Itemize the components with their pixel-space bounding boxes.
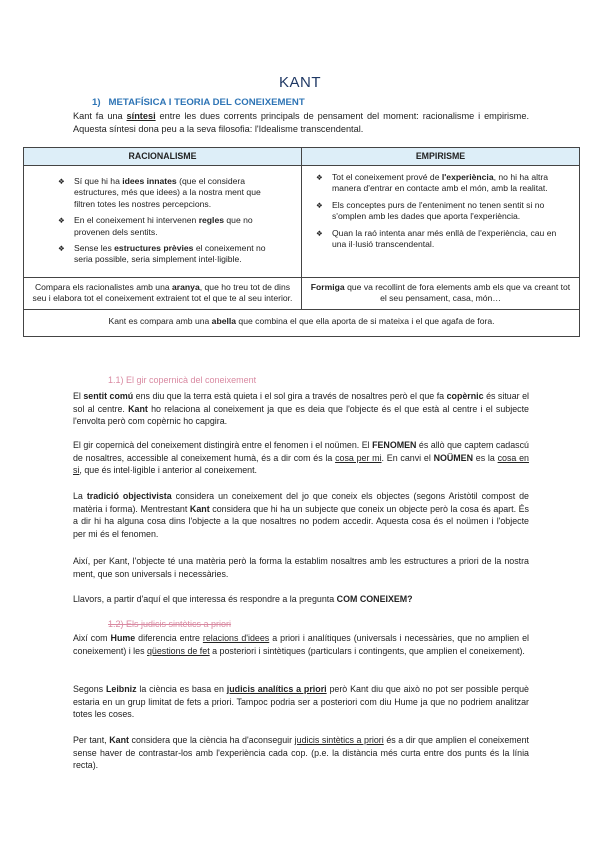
- subsection-heading: 1.2) Els judicis sintètics a priori: [108, 619, 232, 629]
- list-item: ❖ En el coneixement hi intervenen regles que no provenen dels sentits.: [48, 215, 273, 238]
- empirisme-cell: [302, 166, 580, 278]
- section-heading: 1) METAFÍSICA I TEORIA DEL CONEIXEMENT: [92, 97, 305, 108]
- paragraph: Per tant, Kant considera que la ciència ha d'aconseguir judicis sintètics a priori és a dir que amplien el coneixement sense haver de contrastar-los amb l'experiència cada cop. (p.e. la distància més curta entre dos punts és la línia recta).: [73, 735, 529, 771]
- list-item: ❖ Tot el coneixement prové de l'experiència, no hi ha altra manera d'entrar en contacte amb el món, amb la realitat.: [306, 172, 559, 195]
- paragraph: El gir copernicà del coneixement distingirà entre el fenomen i el noümen. El FENOMEN és allò que captem cadascú de nosaltres, accessible al coneixement humà, és a dir com és la cosa per mi. En canvi el NOÜMEN es la cosa en si, que és intel·ligible i anterior al coneixement.: [73, 440, 529, 476]
- empirisme-comparison: Formiga que va recollint de fora elements amb els que va creant tot el seu pensament, casa, món…: [302, 277, 580, 309]
- paragraph: Segons Leibniz la ciència es basa en judicis analítics a priori però Kant diu que això no pot ser possible perquè estaria en un grup limitat de fets a priori. Tampoc podria ser a posteriori com diu Hume ja que no podriem analitzar totes les coses.: [73, 684, 529, 720]
- racionalisme-comparison: Compara els racionalistes amb una aranya, que ho treu tot de dins seu i elabora tot el coneixement extraient tot el que te al seu interior.: [24, 277, 302, 309]
- list-item: ❖ Els conceptes purs de l'enteniment no tenen sentit si no s'omplen amb les dades que aporta l'experiència.: [306, 200, 559, 223]
- paragraph: Llavors, a partir d'aquí el que interessa és respondre a la pregunta COM CONEIXEM?: [73, 594, 413, 604]
- subsection-heading: 1.1) El gir copernicà del coneixement: [108, 375, 257, 385]
- paragraph: Així com Hume diferencia entre relacions d'idees a priori i analítiques (universals i necessàries, que no amplien el coneixement) i les qüestions de fet a posteriori i sintètiques (particulars i contingents, que amplien el coneixement).: [73, 633, 529, 656]
- paragraph: El sentit comú ens diu que la terra està quieta i el sol gira a través de nosaltres però el que fa copèrnic és situar el sol al centre. Kant ho relaciona al coneixement ja que es deia que l'objecte és el que està al centre i el subjecte l'envolta però com copèrnic ho capgira.: [73, 391, 529, 427]
- comparison-table: [23, 147, 580, 337]
- kant-comparison: Kant es compara amb una abella que combina el que ella aporta de si mateixa i el que agafa de fora.: [24, 309, 580, 336]
- racionalisme-cell: [24, 166, 302, 278]
- intro-paragraph: Kant fa una síntesi entre les dues corrents principals de pensament del moment: racionalisme i empirisme. Aquesta síntesi dona peu a la seva filosofia: l'Idealisme transcendental.: [73, 111, 529, 134]
- page-title: KANT: [278, 74, 321, 91]
- racionalisme-header: RACIONALISME: [24, 148, 302, 166]
- list-item: ❖ Sí que hi ha idees innates (que el considera estructures, més que idees) a la nostra ment que filtren totes les nostres percepcions.: [48, 176, 273, 210]
- list-item: ❖ Quan la raó intenta anar més enllà de l'experiència, cau en una il·lusió transcendental.: [306, 228, 559, 251]
- list-item: ❖ Sense les estructures prèvies el coneixement no seria possible, seria simplement intel·ligible.: [48, 243, 273, 266]
- empirisme-header: EMPIRISME: [302, 148, 580, 166]
- paragraph: Així, per Kant, l'objecte té una matèria però la forma la establim nosaltres amb les estructures a priori de la nostra ment, que son universals i necessàries.: [73, 556, 529, 579]
- paragraph: La tradició objectivista considera un coneixement del jo que coneix els objectes (segons Aristòtil compost de matèria i forma). Mentrestant Kant considera que hi ha un subjecte que coneix un objecte però la cosa és apart. És a dir hi ha alguna cosa dins l'objecte a la que nosaltres no podem accedir. Aquesta cosa és el noümen i l'objecte per mi és el fenomen.: [73, 491, 529, 539]
